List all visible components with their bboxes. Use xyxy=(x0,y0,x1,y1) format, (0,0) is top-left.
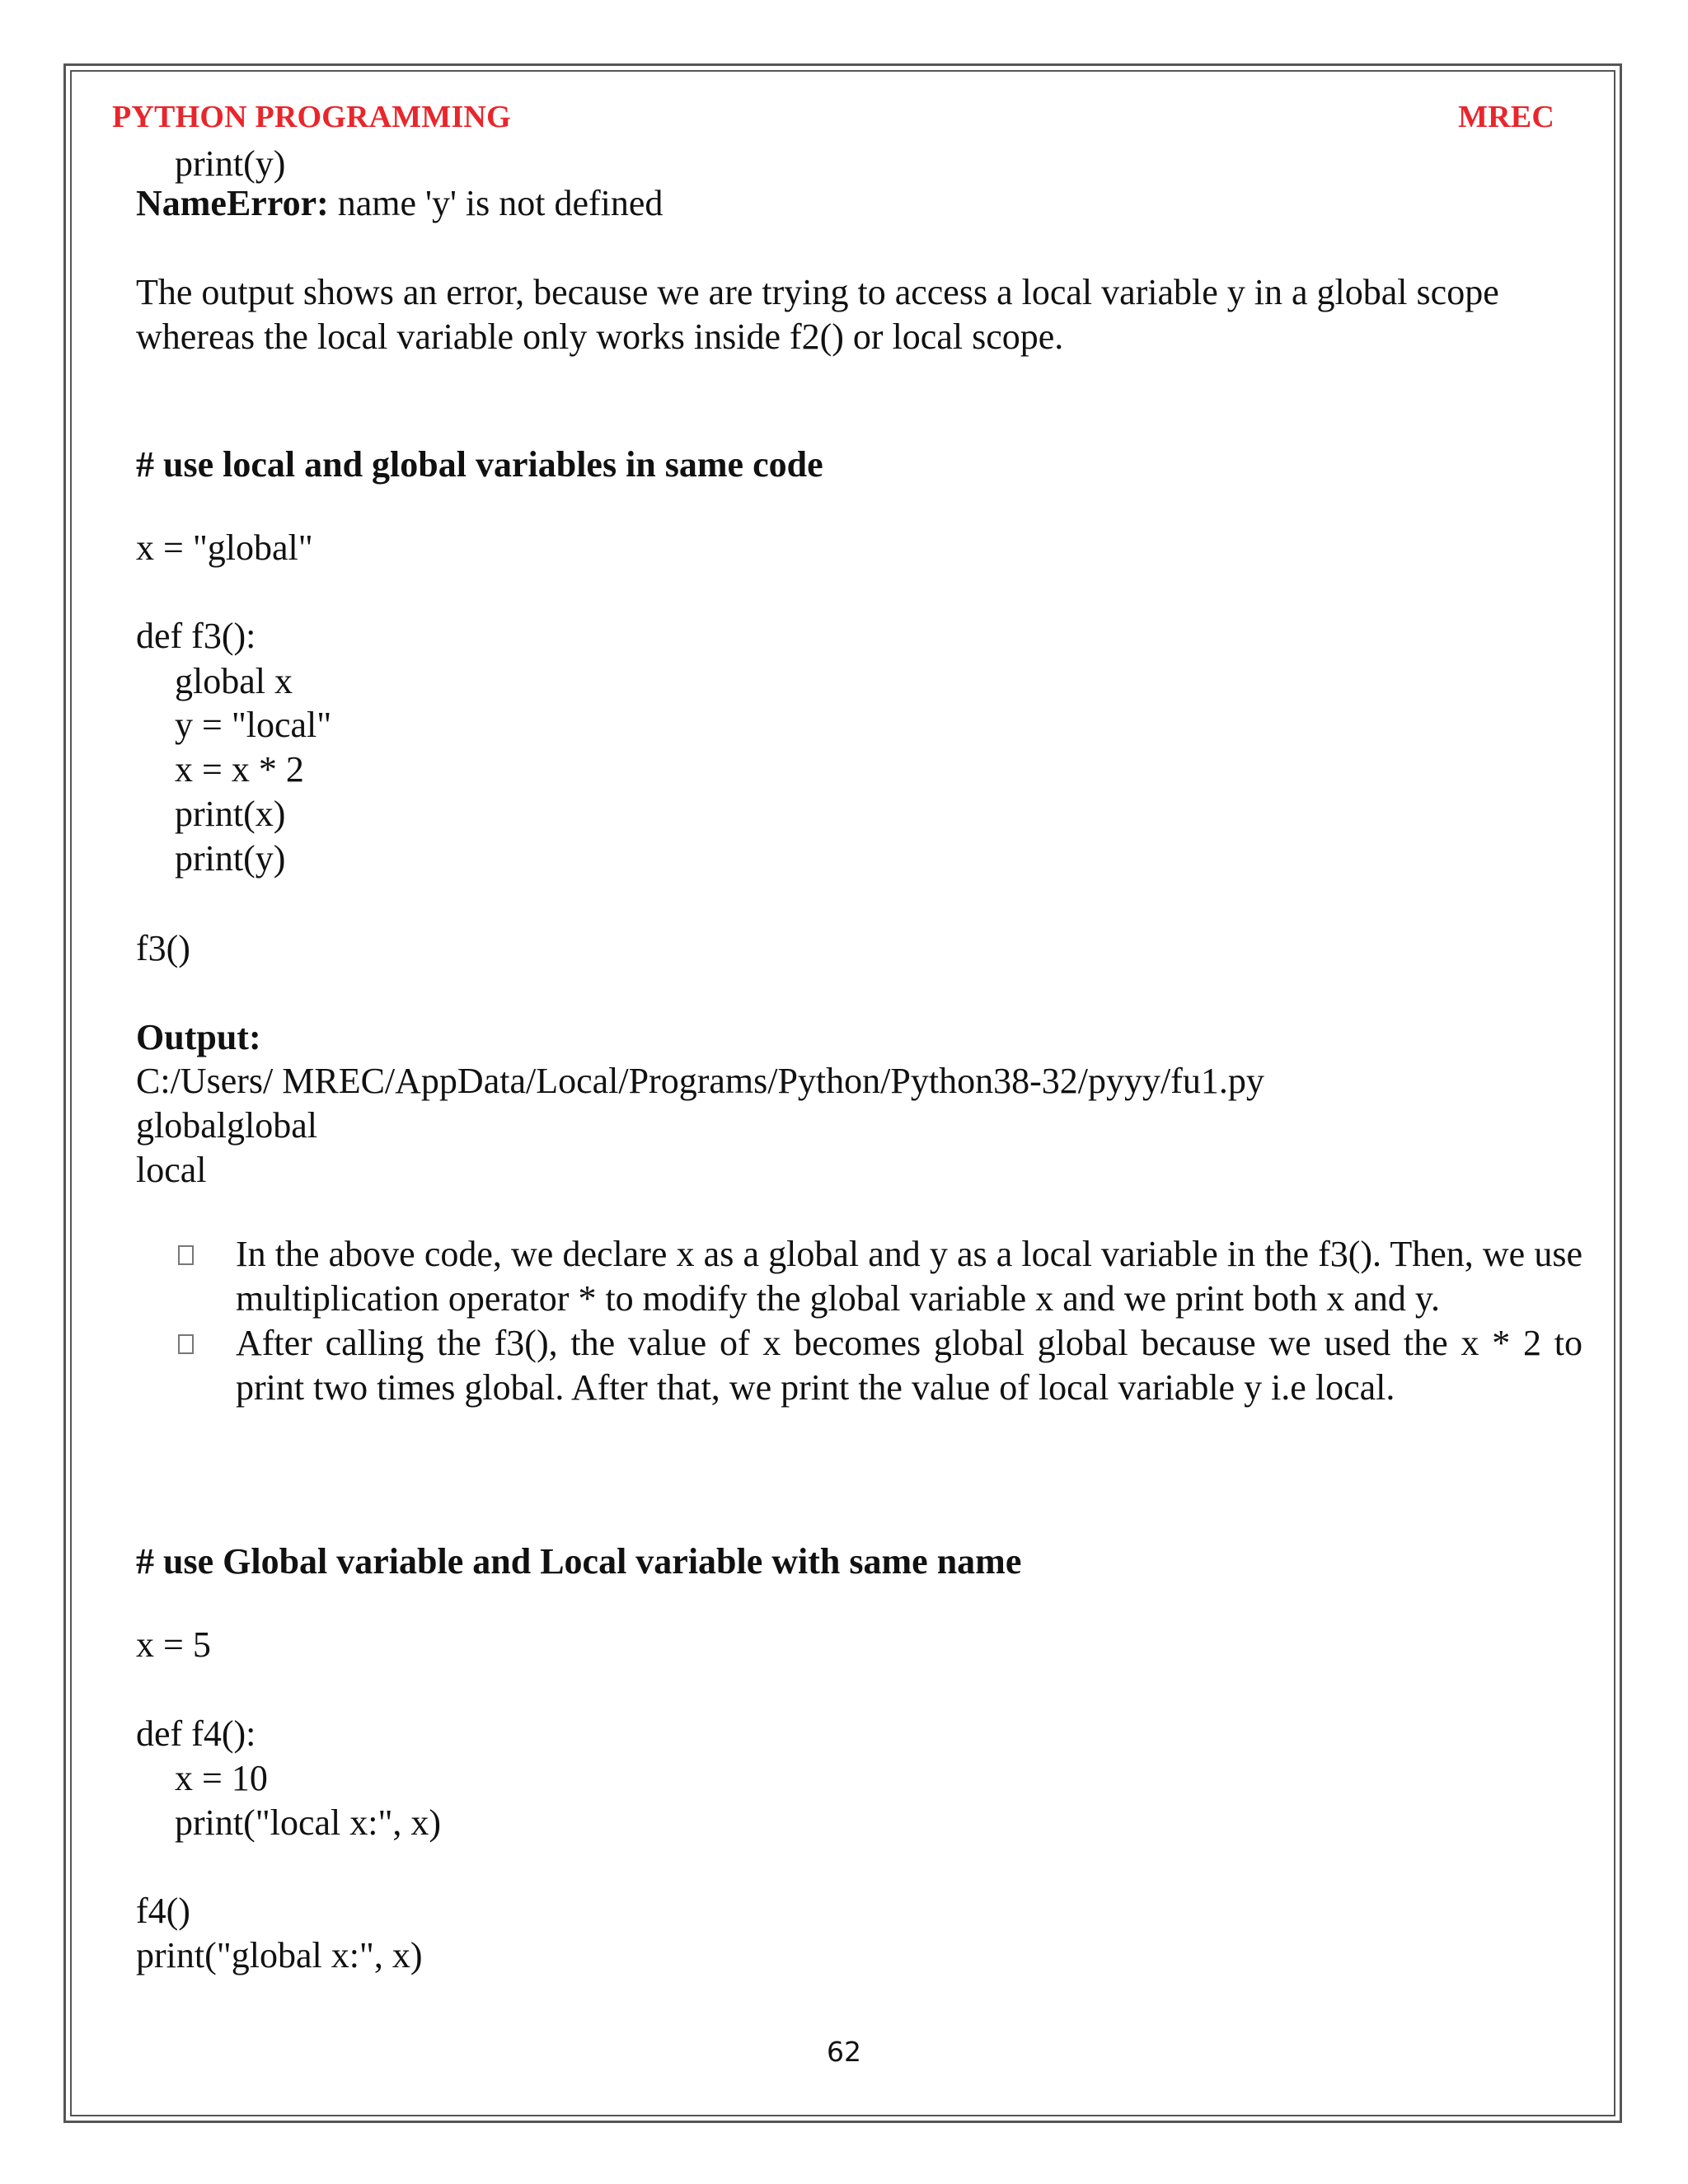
output-line: local xyxy=(136,1150,207,1190)
error-line xyxy=(136,181,663,226)
section2-heading: # use Global variable and Local variable with same name xyxy=(136,1541,1022,1582)
section1-heading: # use local and global variables in same code xyxy=(136,444,823,485)
output-path: C:/Users/ MREC/AppData/Local/Programs/Python/Python38-32/pyyy/fu1.py xyxy=(136,1061,1264,1101)
list-item xyxy=(175,1321,1582,1410)
code-line: print("global x:", x) xyxy=(136,1935,423,1975)
header-title: PYTHON PROGRAMMING xyxy=(112,100,511,134)
code-line: f4() xyxy=(136,1891,190,1931)
bullet-text: In the above code, we declare x as a global and y as a local variable in the f3(). Then, we use multiplication operator * to modify the global variable x and we print both x and y. xyxy=(236,1234,1582,1319)
error-label: NameError: xyxy=(136,183,329,223)
bullet-list xyxy=(175,1232,1582,1410)
code-line: print(y) xyxy=(175,838,286,879)
code-line: print(x) xyxy=(175,794,286,834)
code-line: print("local x:", x) xyxy=(175,1802,442,1843)
code-line: y = "local" xyxy=(175,705,332,745)
bullet-square-icon xyxy=(178,1245,194,1265)
bullet-square-icon xyxy=(178,1334,194,1354)
code-line-print-y: print(y) xyxy=(175,143,286,184)
code-line: def f4(): xyxy=(136,1713,256,1754)
error-text: name 'y' is not defined xyxy=(328,183,663,223)
bullet-text: After calling the f3(), the value of x becomes global global because we used the x * 2 to print two times global. After that, we print the value of local variable y i.e local. xyxy=(236,1323,1582,1408)
code-line: global x xyxy=(175,661,293,701)
code-line: x = x * 2 xyxy=(175,749,304,790)
page-number: 62 xyxy=(827,2036,861,2068)
code-line: x = 5 xyxy=(136,1624,211,1665)
header-institution: MREC xyxy=(1458,100,1554,134)
code-line: f3() xyxy=(136,928,190,968)
code-line: x = "global" xyxy=(136,527,313,568)
code-line: x = 10 xyxy=(175,1758,268,1798)
list-item xyxy=(175,1232,1582,1321)
output-label: Output: xyxy=(136,1017,261,1057)
explanation-paragraph: The output shows an error, because we are trying to access a local variable y in a global scope whereas the local variable only works inside f2() or local scope. xyxy=(136,272,1499,357)
code-line: def f3(): xyxy=(136,616,256,656)
output-line: globalglobal xyxy=(136,1105,317,1146)
